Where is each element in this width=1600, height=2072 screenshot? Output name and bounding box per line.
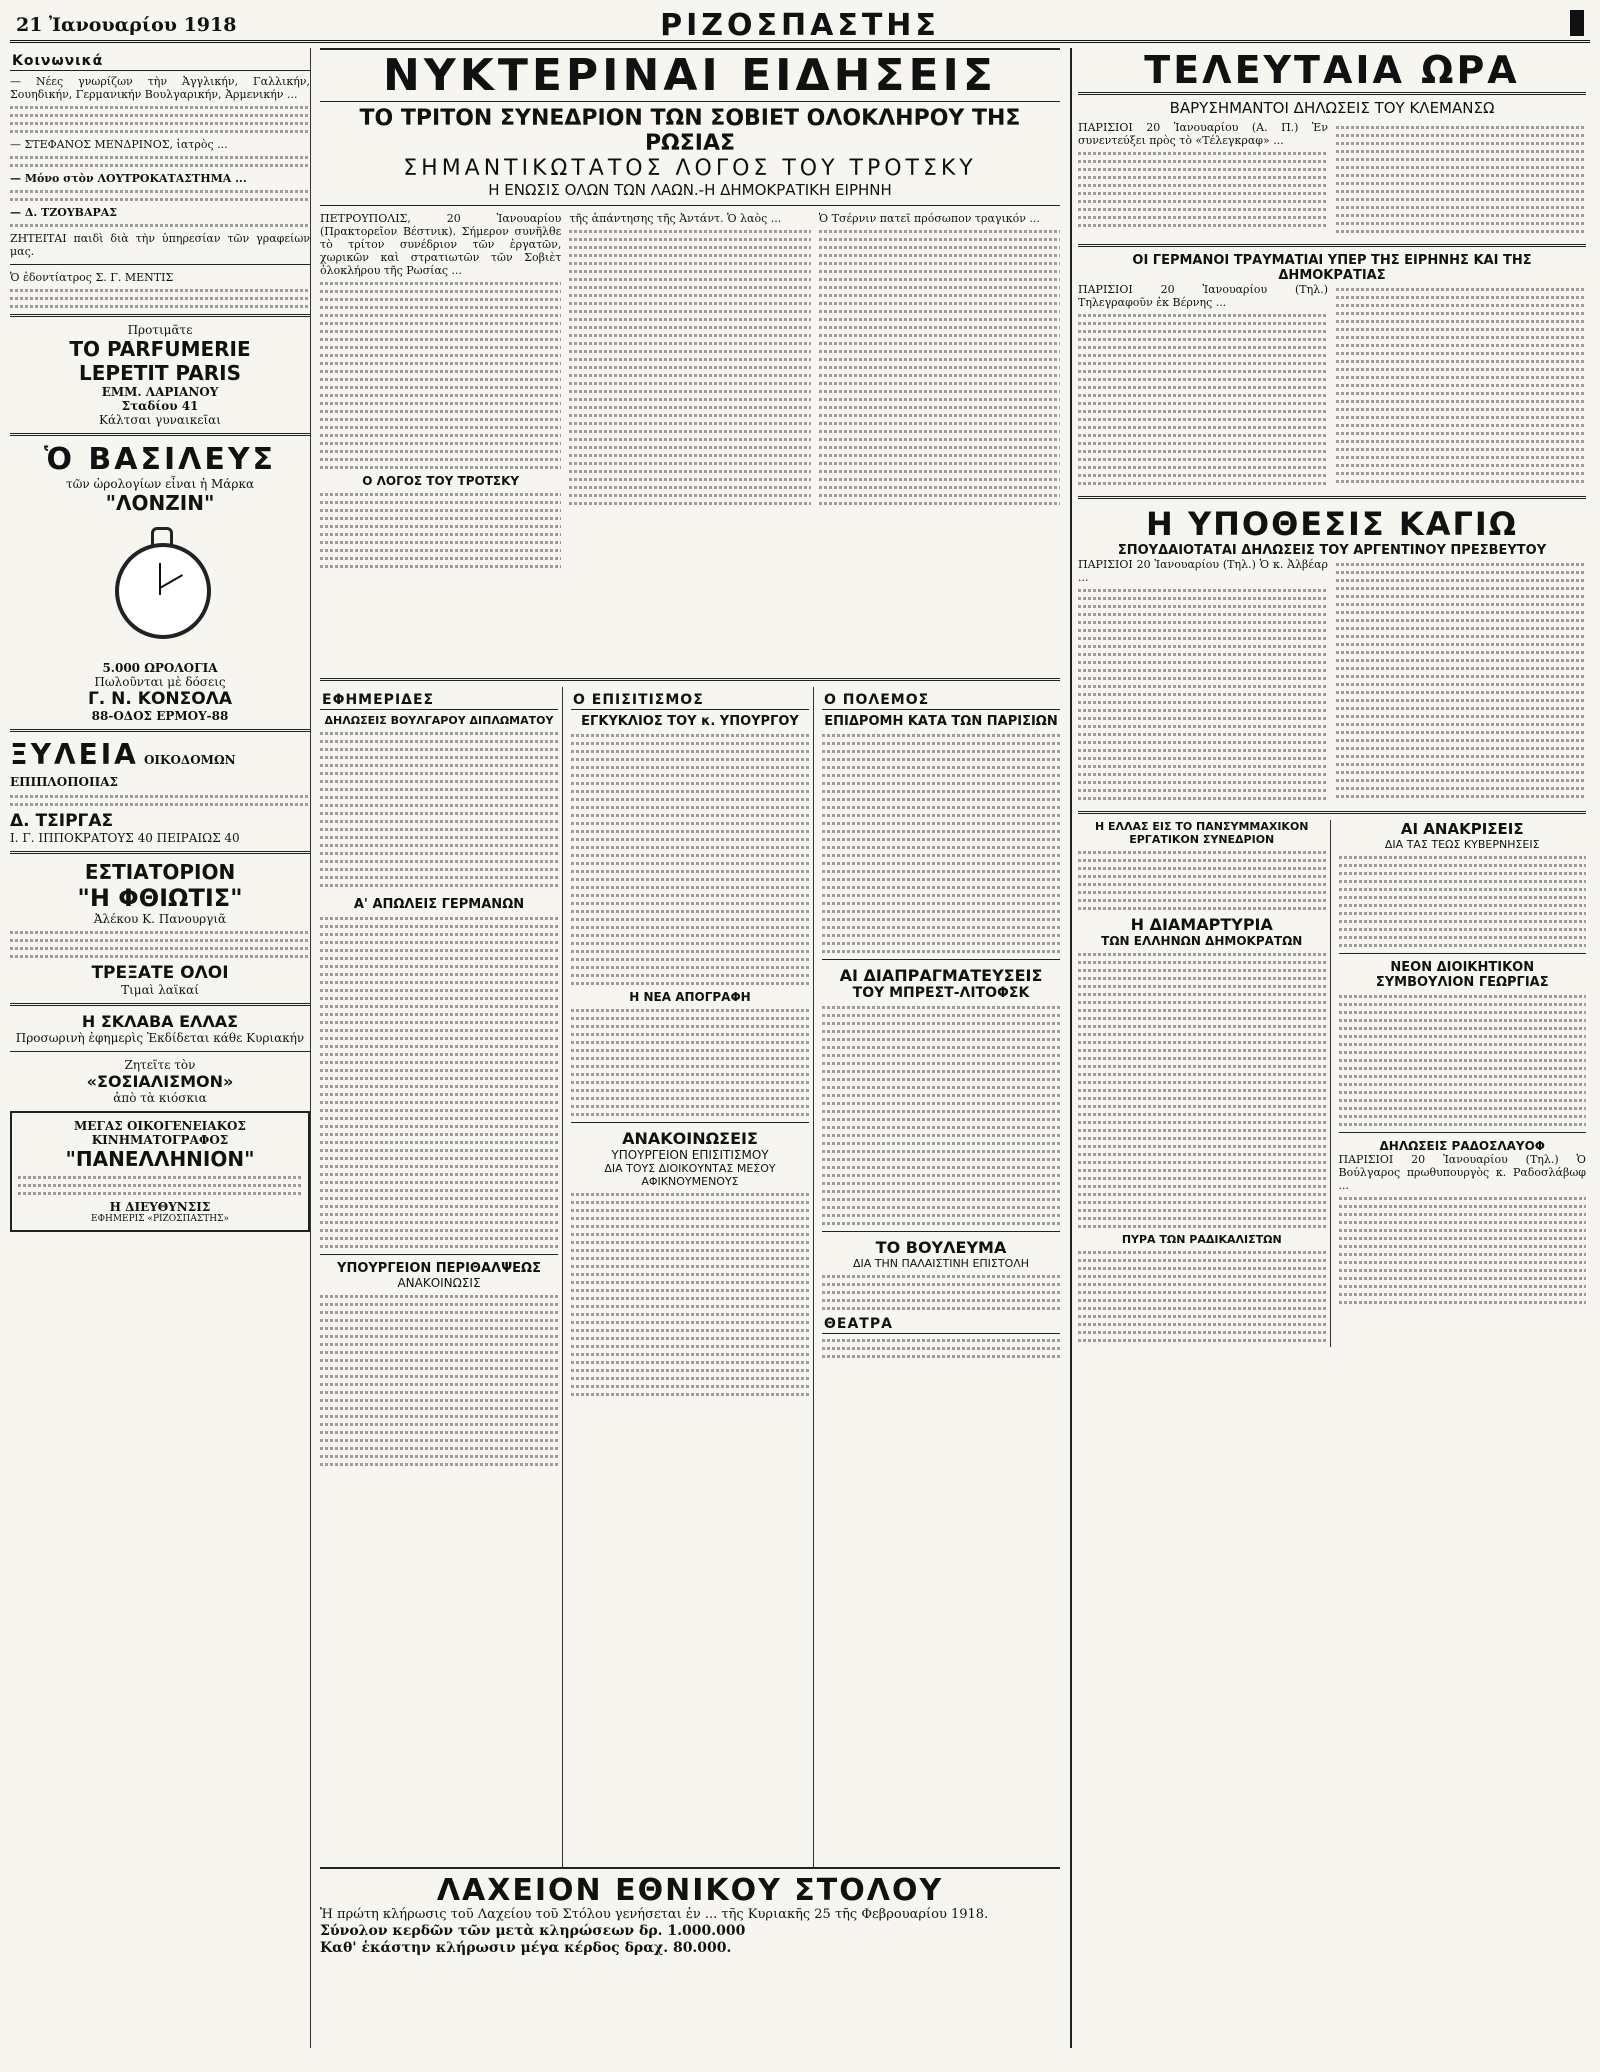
loutro-notice: — Μόνο στὸν ΛΟΥΤΡΟΚΑΤΑΣΤΗΜΑ ... xyxy=(10,172,247,185)
newspaper-title: ΡΙΖΟΣΠΑΣΤΗΣ xyxy=(660,8,940,43)
stefanos-notice: — ΣΤΕΦΑΝΟΣ ΜΕΝΔΡΙΝΟΣ, ἰατρὸς ... xyxy=(10,138,228,151)
theatra-label: ΘΕΑΤΡΑ xyxy=(822,1315,1060,1334)
trexate-text: ΤΡΕΞΑΤΕ ΟΛΟΙ xyxy=(91,963,229,983)
brest-heading: ΤΟΥ ΜΠΡΕΣΤ-ΛΙΤΟΦΣΚ xyxy=(852,985,1030,1001)
sklava-title: Η ΣΚΛΑΒΑ ΕΛΛΑΣ xyxy=(81,1012,239,1031)
kagio-headline: Η ΥΠΟΘΕΣΙΣ ΚΑΓΙΩ xyxy=(1146,505,1518,543)
lachion-ad xyxy=(320,1867,1060,1955)
vasileus-title: Ὁ ΒΑΣΙΛΕΥΣ xyxy=(43,442,277,477)
issue-date: 21 Ἰανουαρίου 1918 xyxy=(16,14,237,36)
sub-headline: ΤΟ ΤΡΙΤΟΝ ΣΥΝΕΔΡΙΟΝ ΤΩΝ ΣΟΒΙΕΤ ΟΛΟΚΛΗΡΟΥ ΤΗΣ ΡΩΣΙΑΣ xyxy=(359,106,1021,156)
parfumerie-owner: ΕΜΜ. ΛΑΡΙΑΝΟΥ xyxy=(101,385,219,399)
vlachou-heading: ΕΓΚΥΚΛΙΟΣ ΤΟΥ κ. ΥΠΟΥΡΓΟΥ xyxy=(581,714,799,729)
anakriseis-sub: ΔΙΑ ΤΑΣ ΤΕΩΣ ΚΥΒΕΡΝΗΣΕΙΣ xyxy=(1384,838,1540,851)
soviet-article xyxy=(320,212,1060,672)
ermou-address: 88-ΟΔΟΣ ΕΡΜΟΥ-88 xyxy=(91,709,229,723)
estiatorion-title: ΕΣΤΙΑΤΟΡΙΟΝ xyxy=(84,860,236,884)
koinonika-label: Κοινωνικά xyxy=(10,52,310,71)
estiatorion-ad xyxy=(10,860,310,997)
ypourgeion-episitismou: ΥΠΟΥΡΓΕΙΟΝ ΕΠΙΣΙΤΙΣΜΟΥ xyxy=(611,1148,769,1162)
polemos-label: Ο ΠΟΛΕΜΟΣ xyxy=(822,691,1060,710)
trafmatiai-article xyxy=(1078,283,1586,490)
anakoinosis-heading: ΑΝΑΚΟΙΝΩΣΙΣ xyxy=(397,1276,481,1290)
right-column xyxy=(1070,48,1592,2048)
anakriseis-heading: ΑΙ ΑΝΑΚΡΙΣΕΙΣ xyxy=(1400,820,1524,838)
klemanso-article xyxy=(1078,121,1586,238)
col2-text: τῆς ἀπάντησης τῆς Ἀντάντ. Ὁ λαὸς ... xyxy=(569,212,782,225)
center-column xyxy=(320,48,1060,2048)
sosialismos-ad xyxy=(10,1058,310,1105)
radoslavof-heading: ΔΗΛΩΣΕΙΣ ΡΑΔΟΣΛΑΥΟΦ xyxy=(1379,1139,1545,1153)
parfumerie-ad xyxy=(10,323,310,427)
lachion-title: ΛΑΧΕΙΟΝ ΕΘΝΙΚΟΥ ΣΤΟΛΟΥ xyxy=(436,1873,944,1908)
parisioi2-text: ΠΑΡΙΣΙΟΙ 20 Ἰανουαρίου (Τηλ.) Τηλεγραφοῦν ἐκ Βέρνης ... xyxy=(1078,283,1328,309)
anakoinoseis-heading: ΑΝΑΚΟΙΝΩΣΕΙΣ xyxy=(622,1129,758,1148)
tsirgas-name: Δ. ΤΣΙΡΓΑΣ xyxy=(10,811,114,831)
logos-trotsky-heading: Ο ΛΟΓΟΣ ΤΟΥ ΤΡΟΤΣΚΥ xyxy=(362,474,520,488)
panellinion-ad xyxy=(10,1111,310,1232)
vasileus-sub: τῶν ὡρολογίων εἶναι ἡ Μάρκα xyxy=(65,477,255,491)
voulgarou-heading: ΔΗΛΩΣΕΙΣ ΒΟΥΛΓΑΡΟΥ ΔΙΠΛΩΜΑΤΟΥ xyxy=(324,714,554,727)
direction-text: Η ΔΙΕΥΘΥΝΣΙΣ xyxy=(109,1200,211,1214)
zitite-notice: ΖΗΤΕΙΤΑΙ παιδὶ διὰ τὴν ὑπηρεσίαν τῶν γραφείων μας. xyxy=(10,232,310,258)
sosialismos-title: «ΣΟΣΙΑΛΙΣΜΟΝ» xyxy=(86,1072,234,1091)
center-lower xyxy=(320,687,1060,1867)
efimerides-label: ΕΦΗΜΕΡΙΔΕΣ xyxy=(320,691,558,710)
horologia-count: 5.000 ΩΡΟΛΟΓΙΑ xyxy=(102,661,218,675)
megas-title: ΜΕΓΑΣ ΟΙΚΟΓΕΝΕΙΑΚΟΣ ΚΙΝΗΜΑΤΟΓΡΑΦΟΣ xyxy=(74,1119,246,1147)
diamartyria-heading: Η ΔΙΑΜΑΡΤΥΡΙΑ xyxy=(1130,915,1273,934)
enosis-headline: Η ΕΝΩΣΙΣ ΟΛΩΝ ΤΩΝ ΛΑΩΝ.-Η ΔΗΜΟΚΡΑΤΙΚΗ ΕΙΡΗΝΗ xyxy=(488,181,892,199)
diapragmateuseis-heading: ΑΙ ΔΙΑΠΡΑΓΜΑΤΕΥΣΕΙΣ xyxy=(839,966,1043,985)
ippokratous-address: Ι. Γ. ΙΠΠΟΚΡΑΤΟΥΣ 40 ΠΕΙΡΑΙΩΣ 40 xyxy=(10,831,240,845)
ellas-heading: Η ΕΛΛΑΣ ΕΙΣ ΤΟ ΠΑΝΣΥΜΜΑΧΙΚΟΝ ΕΡΓΑΤΙΚΟΝ ΣΥΝΕΔΡΙΟΝ xyxy=(1094,820,1309,846)
dimokraton-heading: ΤΩΝ ΕΛΛΗΝΩΝ ΔΗΜΟΚΡΑΤΩΝ xyxy=(1101,934,1303,948)
kagio-article xyxy=(1078,558,1586,805)
lachion-sum: Σύνολον κερδῶν τῶν μετὰ κληρώσεων δρ. 1.000.000 xyxy=(320,1923,746,1939)
sklava-sub: Προσωρινὴ ἐφημερὶς Ἐκδίδεται κάθε Κυριακήν xyxy=(15,1031,305,1045)
lachion-sum2: Καθ' ἑκάστην κλήρωσιν μέγα κέρδος δραχ. 80.000. xyxy=(320,1940,732,1956)
trotsky-headline: ΣΗΜΑΝΤΙΚΩΤΑΤΟΣ ΛΟΓΟΣ ΤΟΥ ΤΡΟΤΣΚΥ xyxy=(403,156,977,181)
koinonika-text: — Νέες γνωρίζων τὴν Ἀγγλικήν, Γαλλικήν, Σουηδικήν, Γερμανικήν Βουλγαρικήν, Ἀρμενικήν ... xyxy=(10,75,310,101)
zitite2-text: Ζητεῖτε τὸν xyxy=(124,1058,196,1072)
episitismos-label: Ο ΕΠΙΣΙΤΙΣΜΟΣ xyxy=(571,691,809,710)
left-column xyxy=(10,48,311,2048)
parfumerie-address: Σταδίου 41 xyxy=(121,399,199,413)
kiosks-text: ἀπὸ τὰ κιόσκια xyxy=(113,1091,207,1105)
parfumerie-items: Κάλτσαι γυναικεῖαι xyxy=(99,413,221,427)
tzouvaras-notice: — Δ. ΤΖΟΥΒΑΡΑΣ xyxy=(10,206,118,219)
pyra-heading: ΠΥΡΑ ΤΩΝ ΡΑΔΙΚΑΛΙΣΤΩΝ xyxy=(1121,1233,1282,1246)
parisioi4-text: ΠΑΡΙΣΙΟΙ 20 Ἰανουαρίου (Τηλ.) Ὁ Βούλγαρος πρωθυπουργὸς κ. Ραδοσλάβωφ ... xyxy=(1338,1153,1586,1192)
perithalpseos-heading: ΥΠΟΥΡΓΕΙΟΝ ΠΕΡΙΘΑΛΨΕΩΣ xyxy=(337,1261,541,1276)
germanon-heading: Α' ΑΠΩΛΕΙΣ ΓΕΡΜΑΝΩΝ xyxy=(353,897,525,912)
panourgias-name: Ἀλέκου Κ. Πανουργιᾶ xyxy=(93,912,227,926)
vasileus-ad xyxy=(10,442,310,723)
sklava-ad xyxy=(10,1012,310,1045)
right-lower xyxy=(1078,820,1586,1347)
col3-text: Ὁ Τσέρνιν πατεῖ πρόσωπον τραγικόν ... xyxy=(818,212,1040,225)
xyleia-sub: ΟΙΚΟΔΟΜΩΝ ΕΠΙΠΛΟΠΟΙΙΑΣ xyxy=(10,753,236,789)
nea-apografi-heading: Η ΝΕΑ ΑΠΟΓΡΑΦΗ xyxy=(629,990,751,1004)
times-text: Τιμαὶ λαϊκαί xyxy=(121,983,199,997)
trafmatiai-heading: ΟΙ ΓΕΡΜΑΝΟΙ ΤΡΑΥΜΑΤΙΑΙ ΥΠΕΡ ΤΗΣ ΕΙΡΗΝΗΣ ΚΑΙ ΤΗΣ ΔΗΜΟΚΡΑΤΙΑΣ xyxy=(1132,253,1532,283)
dia-tous-heading: ΔΙΑ ΤΟΥΣ ΔΙΟΙΚΟΥΝΤΑΣ ΜΕΣΟΥ ΑΦΙΚΝΟΥΜΕΝΟΥΣ xyxy=(604,1162,776,1188)
footer-small: ΕΦΗΜΕΡΙΣ «ΡΙΖΟΣΠΑΣΤΗΣ» xyxy=(91,1214,229,1224)
parfumerie-intro: Προτιμᾶτε xyxy=(127,323,193,337)
poleitai-text: Πωλοῦνται μὲ δόσεις xyxy=(94,675,226,689)
masthead xyxy=(10,10,1590,43)
parisioi1-text: ΠΑΡΙΣΙΟΙ 20 Ἰανουαρίου (Α. Π.) Ἐν συνεντεύξει πρὸς τὸ «Τέλεγκραφ» ... xyxy=(1078,121,1328,147)
georgias-heading: ΣΥΜΒΟΥΛΙΟΝ ΓΕΩΡΓΙΑΣ xyxy=(1375,975,1549,990)
teleutaia-headline: ΤΕΛΕΥΤΑΙΑ ΩΡΑ xyxy=(1078,48,1586,95)
palaistini-heading: ΔΙΑ ΤΗΝ ΠΑΛΑΙΣΤΙΝΗ ΕΠΙΣΤΟΛΗ xyxy=(852,1257,1030,1270)
parfumerie-line1: ΤΟ PARFUMERIE xyxy=(69,337,251,361)
panellinion-name: "ΠΑΝΕΛΛΗΝΙΟΝ" xyxy=(65,1147,255,1171)
mentis-notice: Ὁ ἐδοντίατρος Σ. Γ. ΜΕΝΤΙΣ xyxy=(10,271,174,284)
parfumerie-line2: LEPETIT PARIS xyxy=(79,361,241,385)
argentinou-heading: ΣΠΟΥΔΑΙΟΤΑΤΑΙ ΔΗΛΩΣΕΙΣ ΤΟΥ ΑΡΓΕΝΤΙΝΟΥ ΠΡΕΣΒΕΥΤΟΥ xyxy=(1117,543,1547,558)
newspaper-page xyxy=(10,10,1590,2052)
corner-mark xyxy=(1570,10,1584,36)
pocket-watch-icon xyxy=(105,523,215,653)
vouleuma-heading: ΤΟ ΒΟΥΛΕΥΜΑ xyxy=(875,1238,1007,1257)
main-headline: ΝΥΚΤΕΡΙΝΑΙ ΕΙΔΗΣΕΙΣ xyxy=(320,48,1060,102)
lachion-text: Ἡ πρώτη κλήρωσις τοῦ Λαχείου τοῦ Στόλου γενήσεται ἐν ... τῆς Κυριακῆς 25 τῆς Φεβρουαρίου 1918. xyxy=(320,1907,989,1922)
petroupolis-text: ΠΕΤΡΟΥΠΟΛΙΣ, 20 Ἰανουαρίου (Πρακτορεῖον Βέστνικ). Σήμερον συνῆλθε τὸ τρίτον συνέδριον τῶν ἐργατῶν, χωρικῶν καὶ στρατιωτῶν τῶν Σοβιὲτ ὁλοκλήρου τῆς Ρωσίας ... xyxy=(320,212,562,277)
neon-heading: ΝΕΟΝ ΔΙΟΙΚΗΤΙΚΟΝ xyxy=(1390,960,1535,975)
fthiotis-name: "Η ΦΘΙΩΤΙΣ" xyxy=(77,884,243,912)
parisioi3-text: ΠΑΡΙΣΙΟΙ 20 Ἰανουαρίου (Τηλ.) Ὁ κ. Ἀλβέαρ ... xyxy=(1078,558,1328,584)
epidromi-heading: ΕΠΙΔΡΟΜΗ ΚΑΤΑ ΤΩΝ ΠΑΡΙΣΙΩΝ xyxy=(824,714,1058,729)
xyleia-title: ΞΥΛΕΙΑ xyxy=(10,738,139,771)
konsola-name: Γ. Ν. ΚΟΝΣΟΛΑ xyxy=(87,689,233,709)
klemanso-heading: ΒΑΡΥΣΗΜΑΝΤΟΙ ΔΗΛΩΣΕΙΣ ΤΟΥ ΚΛΕΜΑΝΣΩ xyxy=(1169,99,1495,117)
xyleia-ad xyxy=(10,738,310,845)
lonzin-brand: "ΛΟΝΖΙΝ" xyxy=(105,491,215,515)
